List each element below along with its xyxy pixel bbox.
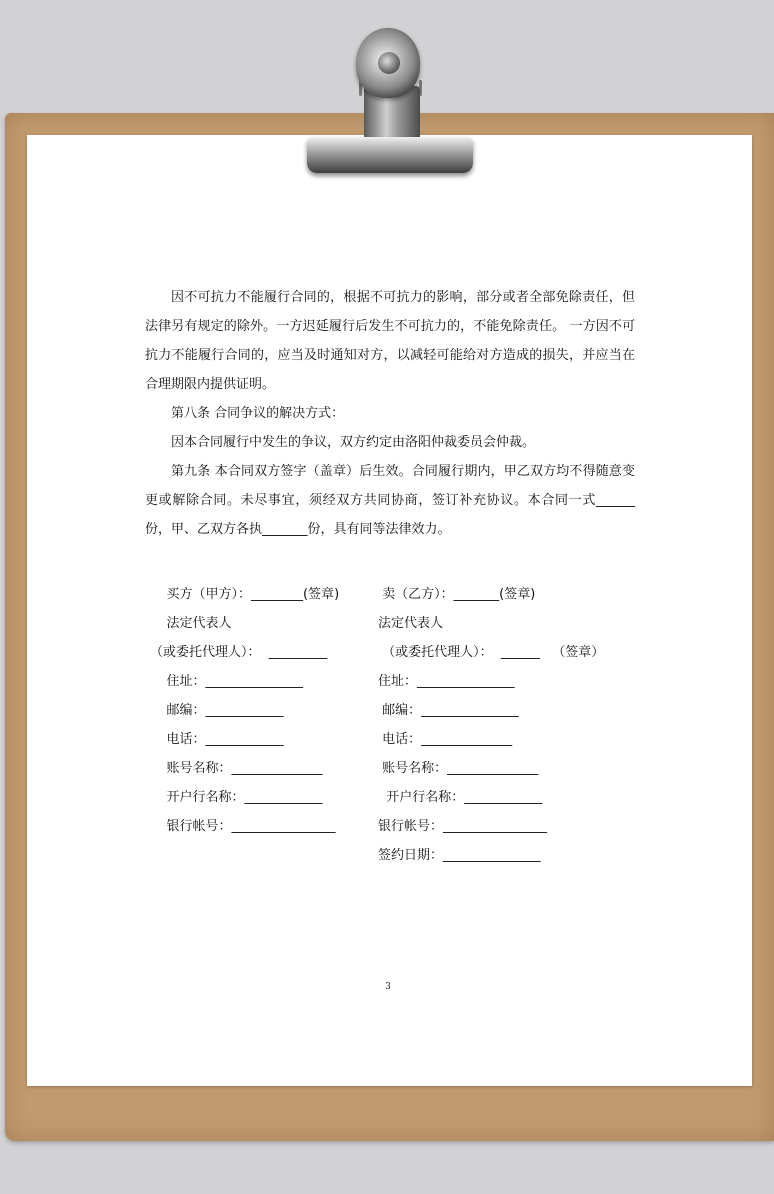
article-8-text: 因本合同履行中发生的争议，双方约定由洛阳仲裁委员会仲裁。 [171, 435, 536, 450]
seller-agent: （或委托代理人）： ______ （签章） [378, 645, 605, 660]
clip-hole [378, 52, 400, 74]
buyer-party-line: 买方（甲方）：________(签章) [150, 587, 340, 602]
seller-signature-block [378, 580, 604, 870]
buyer-phone: 电话：____________ [150, 732, 284, 747]
buyer-agent: （或委托代理人）： _________ [150, 645, 328, 660]
signing-date: 签约日期：_______________ [378, 848, 541, 863]
buyer-bank-name: 开户行名称：____________ [150, 790, 323, 805]
article-9-paragraph: 第九条 本合同双方签字（盖章）后生效。合同履行期内，甲乙双方均不得随意变更或解除合同。未尽事宜，须经双方共同协商，签订补充协议。本合同一式______份，甲、乙双方各执_______份，具有同等法律效力。 [145, 464, 635, 537]
buyer-signature-block [150, 580, 339, 841]
force-majeure-paragraph: 因不可抗力不能履行合同的，根据不可抗力的影响，部分或者全部免除责任，但法律另有规定的除外。一方迟延履行后发生不可抗力的，不能免除责任。 一方因不可抗力不能履行合同的，应当及时通知对方，以减轻可能给对方造成的损失，并应当在合理期限内提供证明。 [145, 290, 635, 392]
contract-body [145, 283, 635, 544]
article-8-heading: 第八条 合同争议的解决方式： [171, 406, 345, 421]
seller-legal-rep: 法定代表人 [378, 616, 444, 631]
buyer-legal-rep: 法定代表人 [150, 616, 232, 631]
buyer-account-name: 账号名称：______________ [150, 761, 323, 776]
seller-address: 住址：_______________ [378, 674, 515, 689]
seller-account-name: 账号名称：______________ [378, 761, 539, 776]
seller-postcode: 邮编：_______________ [378, 703, 519, 718]
seller-party-line: 卖（乙方）：_______(签章) [378, 587, 536, 602]
seller-bank-name: 开户行名称：____________ [378, 790, 543, 805]
seller-phone: 电话：______________ [378, 732, 513, 747]
buyer-postcode: 邮编：____________ [150, 703, 284, 718]
buyer-bank-account: 银行帐号：________________ [150, 819, 336, 834]
clip-base [307, 137, 473, 173]
page-number: 3 [385, 982, 391, 992]
buyer-address: 住址：_______________ [150, 674, 304, 689]
seller-bank-account: 银行帐号：________________ [378, 819, 548, 834]
